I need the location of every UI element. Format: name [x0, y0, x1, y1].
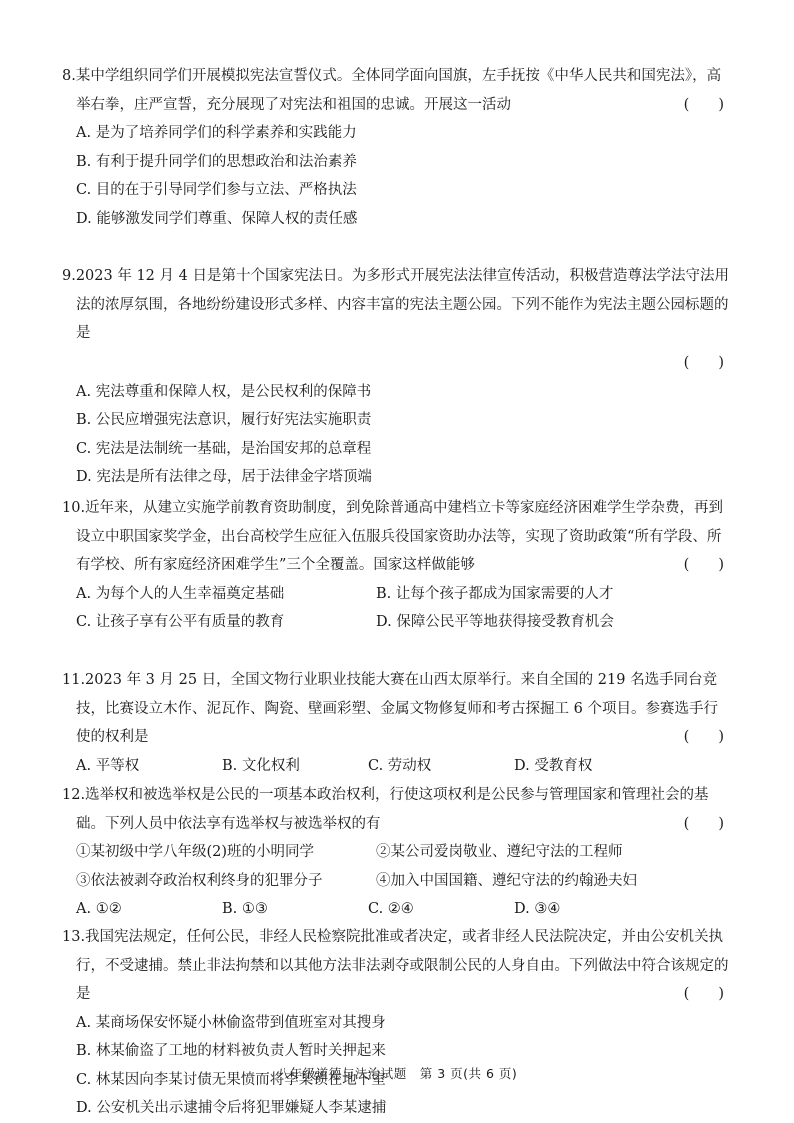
- statement-2: ②某公司爱岗敬业、遵纪守法的工程师: [376, 844, 623, 860]
- answer-blank: ( ): [683, 557, 724, 573]
- option-c: C. 劳动权: [368, 757, 432, 774]
- question-10: [62, 494, 732, 637]
- statement-1: ①某初级中学八年级(2)班的小明同学: [76, 844, 315, 860]
- question-text: 13.我国宪法规定，任何公民，非经人民检察院批准或者决定，或者非经人民法院决定，并由公安机关执行，不受逮捕。禁止非法拘禁和以其他方法非法剥夺或限制公民的人身自由。下列做法中符合该规定的是: [62, 929, 729, 1002]
- answer-blank: ( ): [683, 96, 724, 113]
- statement-4: ④加入中国国籍、遵纪守法的约翰逊夫妇: [376, 872, 637, 889]
- question-stem: [62, 666, 732, 752]
- option-c: C. 目的在于引导同学们参与立法、严格执法: [76, 182, 357, 198]
- question-8: [62, 62, 732, 233]
- option-c: C. 林某因向李某讨债无果愤而将李某锁在地下室: [76, 1071, 386, 1088]
- answer-blank: ( ): [683, 986, 724, 1002]
- question-stem: [62, 781, 732, 838]
- page-footer: 八年级道德与法治试题 第 3 页(共 6 页): [276, 1066, 518, 1081]
- option-a: A. 宪法尊重和保障人权，是公民权利的保障书: [76, 383, 372, 400]
- question-11: [62, 666, 732, 780]
- option-d: D. 宪法是所有法律之母，居于法律金字塔顶端: [76, 469, 372, 485]
- option-d: D. 公安机关出示逮捕令后将犯罪嫌疑人李某逮捕: [76, 1100, 387, 1116]
- option-d: D. 受教育权: [514, 757, 593, 774]
- question-text: 11.2023 年 3 月 25 日，全国文物行业职业技能大赛在山西太原举行。来自全国的 219 名选手同台竞技，比赛设立木作、泥瓦作、陶瓷、壁画彩塑、金属文物修复师和考古探掘工 6 个项目。参赛选手行使的权利是: [62, 672, 718, 745]
- option-a: A. 是为了培养同学们的科学素养和实践能力: [76, 125, 357, 141]
- option-a: A. ①②: [76, 901, 122, 917]
- option-d: D. 能够激发同学们尊重、保障人权的责任感: [76, 210, 358, 227]
- question-9: [62, 262, 732, 492]
- option-c: C. 宪法是法制统一基础，是治国安邦的总章程: [76, 440, 372, 457]
- option-c: C. ②④: [368, 901, 414, 917]
- question-stem: [62, 62, 732, 119]
- option-d: D. ③④: [514, 901, 561, 917]
- option-d: D. 保障公民平等地获得接受教育机会: [376, 614, 614, 630]
- question-text: 12.选举权和被选举权是公民的一项基本政治权利，行使这项权利是公民参与管理国家和管理社会的基础。下列人员中依法享有选举权与被选举权的有: [62, 787, 709, 832]
- question-text: 9.2023 年 12 月 4 日是第十个国家宪法日。为多形式开展宪法法律宣传活动，积极营造尊法学法守法用法的浓厚氛围，各地纷纷建设形式多样、内容丰富的宪法主题公园。下列不能作为宪法主题公园标题的是: [62, 268, 729, 341]
- option-b: B. 有利于提升同学们的思想政治和法治素养: [76, 153, 357, 170]
- answer-blank: ( ): [683, 729, 724, 745]
- option-b: B. ①③: [222, 901, 268, 917]
- question-12: [62, 781, 732, 924]
- question-13: [62, 923, 732, 1123]
- option-a: A. 为每个人的人生幸福奠定基础: [76, 585, 285, 602]
- option-b: B. 让每个孩子都成为国家需要的人才: [376, 585, 614, 602]
- question-stem: [62, 262, 732, 378]
- option-b: B. 公民应增强宪法意识，履行好宪法实施职责: [76, 412, 372, 428]
- option-a: A. 某商场保安怀疑小林偷盗带到值班室对其搜身: [76, 1014, 386, 1031]
- answer-blank: ( ): [683, 815, 724, 832]
- option-c: C. 让孩子享有公平有质量的教育: [76, 614, 285, 630]
- question-stem: [62, 923, 732, 1009]
- question-stem: [62, 494, 732, 580]
- statement-3: ③依法被剥夺政治权利终身的犯罪分子: [76, 872, 323, 889]
- answer-blank: ( ): [683, 355, 724, 371]
- option-b: B. 文化权利: [222, 757, 300, 774]
- option-a: A. 平等权: [76, 757, 140, 774]
- question-text: 8.某中学组织同学们开展模拟宪法宣誓仪式。全体同学面向国旗，左手抚按《中华人民共和国宪法》，高举右拳，庄严宣誓，充分展现了对宪法和祖国的忠诚。开展这一活动: [62, 68, 722, 113]
- question-text: 10.近年来，从建立实施学前教育资助制度，到免除普通高中建档立卡等家庭经济困难学生学杂费，再到设立中职国家奖学金，出台高校学生应征入伍服兵役国家资助办法等，实现了资助政策“所有学段、所有学校、所有家庭经济困难学生”三个全覆盖。国家这样做能够: [62, 500, 724, 573]
- option-b: B. 林某偷盗了工地的材料被负责人暂时关押起来: [76, 1043, 386, 1059]
